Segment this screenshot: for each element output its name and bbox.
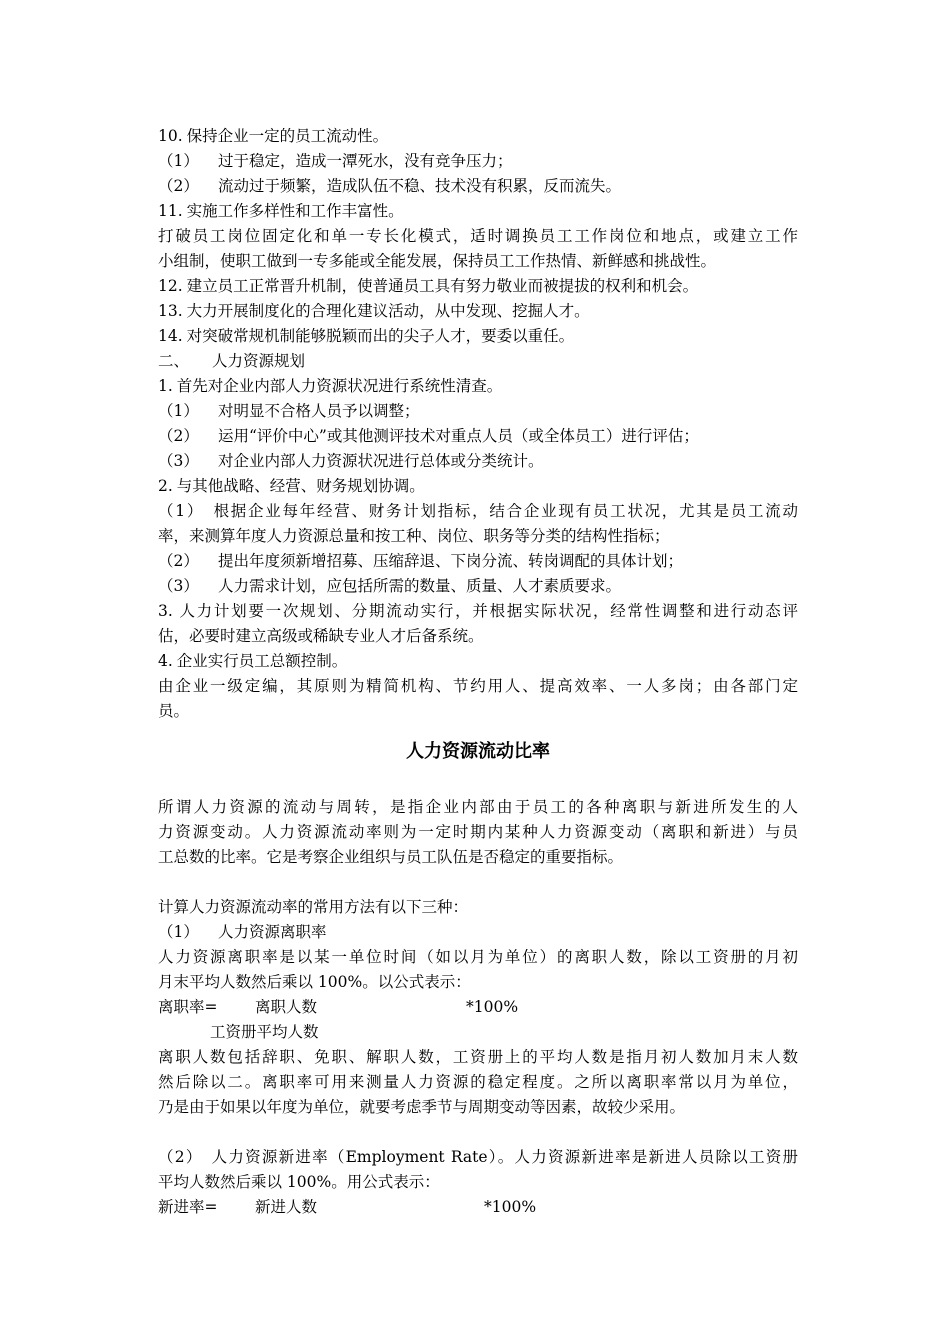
methods-intro: 计算人力资源流动率的常用方法有以下三种： <box>158 898 469 916</box>
item-12: 12. 建立员工正常晋升机制，使普通员工具有努力敬业而被提拔的权利和机会。 <box>158 277 699 295</box>
formula-numerator: 离职人数 <box>255 998 318 1016</box>
item-10: 10. 保持企业一定的员工流动性。 <box>158 127 389 145</box>
method-1-after-line: 然后除以二。离职率可用来测量人力资源的稳定程度。之所以离职率常以月为单位， <box>158 1073 798 1091</box>
turnover-intro-line: 工总数的比率。它是考察企业组织与员工队伍是否稳定的重要指标。 <box>158 848 624 866</box>
planning-item-4-body-line: 员。 <box>158 702 190 720</box>
method-1-after-line: 离职人数包括辞职、免职、解职人数，工资册上的平均人数是指月初人数加月末人数 <box>158 1048 798 1066</box>
blank-line <box>158 1120 798 1145</box>
formula-numerator: 新进人数 <box>255 1198 318 1216</box>
planning-item-2: 2. 与其他战略、经营、财务规划协调。 <box>158 477 425 495</box>
method-1-heading: （1） 人力资源离职率 <box>158 923 327 941</box>
method-2-line: （2） 人力资源新进率（Employment Rate）。人力资源新进率是新进人员除以工资册 <box>158 1148 798 1166</box>
turnover-intro-line: 力资源变动。人力资源流动率则为一定时期内某种人力资源变动（离职和新进）与员 <box>158 823 798 841</box>
section-title-turnover: 人力资源流动比率 <box>406 741 550 762</box>
formula-label: 离职率= <box>158 998 218 1016</box>
item-10-sub-1: （1） 过于稳定，造成一潭死水，没有竞争压力； <box>158 152 513 170</box>
planning-item-2-sub-1-line: 率，来测算年度人力资源总量和按工种、岗位、职务等分类的结构性指标； <box>158 527 670 545</box>
planning-item-1-sub-3: （3） 对企业内部人力资源状况进行总体或分类统计。 <box>158 452 544 470</box>
item-11-body-line: 小组制，使职工做到一专多能或全能发展，保持员工工作热情、新鲜感和挑战性。 <box>158 252 717 270</box>
planning-item-2-sub-1-line: （1） 根据企业每年经营、财务计划指标，结合企业现有员工状况，尤其是员工流动 <box>158 502 798 520</box>
method-1-after-line: 乃是由于如果以年度为单位，就要考虑季节与周期变动等因素，故较少采用。 <box>158 1098 686 1116</box>
item-14: 14. 对突破常规机制能够脱颖而出的尖子人才，要委以重任。 <box>158 327 575 345</box>
document-page <box>158 124 798 1220</box>
formula-multiplier: *100% <box>466 998 519 1016</box>
planning-item-1-sub-1: （1） 对明显不合格人员予以调整； <box>158 402 420 420</box>
formula-separation-rate <box>158 995 798 1020</box>
item-11: 11. 实施工作多样性和工作丰富性。 <box>158 202 404 220</box>
method-2-line: 平均人数然后乘以 100%。用公式表示： <box>158 1173 440 1191</box>
planning-item-1-sub-2: （2） 运用“评价中心”或其他测评技术对重点人员（或全体员工）进行评估； <box>158 427 699 445</box>
planning-item-4-body-line: 由企业一级定编，其原则为精简机构、节约用人、提高效率、一人多岗；由各部门定 <box>158 677 798 695</box>
formula-denominator: 工资册平均人数 <box>210 1023 319 1041</box>
formula-employment-rate <box>158 1195 798 1220</box>
section-heading-planning: 二、 人力资源规划 <box>158 352 306 370</box>
item-10-sub-2: （2） 流动过于频繁，造成队伍不稳、技术没有积累，反而流失。 <box>158 177 622 195</box>
formula-multiplier: *100% <box>484 1198 537 1216</box>
item-11-body-line: 打破员工岗位固定化和单一专长化模式，适时调换员工工作岗位和地点，或建立工作 <box>158 227 798 245</box>
blank-line <box>158 870 798 895</box>
planning-item-3-line: 估，必要时建立高级或稀缺专业人才后备系统。 <box>158 627 484 645</box>
planning-item-4: 4. 企业实行员工总额控制。 <box>158 652 348 670</box>
method-1-body-line: 人力资源离职率是以某一单位时间（如以月为单位）的离职人数，除以工资册的月初 <box>158 948 798 966</box>
method-1-body-line: 月末平均人数然后乘以 100%。以公式表示： <box>158 973 471 991</box>
planning-item-2-sub-2: （2） 提出年度须新增招募、压缩辞退、下岗分流、转岗调配的具体计划； <box>158 552 684 570</box>
turnover-intro-line: 所谓人力资源的流动与周转，是指企业内部由于员工的各种离职与新进所发生的人 <box>158 798 798 816</box>
planning-item-3-line: 3. 人力计划要一次规划、分期流动实行，并根据实际状况，经常性调整和进行动态评 <box>158 602 798 620</box>
planning-item-1: 1. 首先对企业内部人力资源状况进行系统性清查。 <box>158 377 503 395</box>
formula-label: 新进率= <box>158 1198 218 1216</box>
planning-item-2-sub-3: （3） 人力需求计划，应包括所需的数量、质量、人才素质要求。 <box>158 577 622 595</box>
item-13: 13. 大力开展制度化的合理化建议活动，从中发现、挖掘人才。 <box>158 302 590 320</box>
